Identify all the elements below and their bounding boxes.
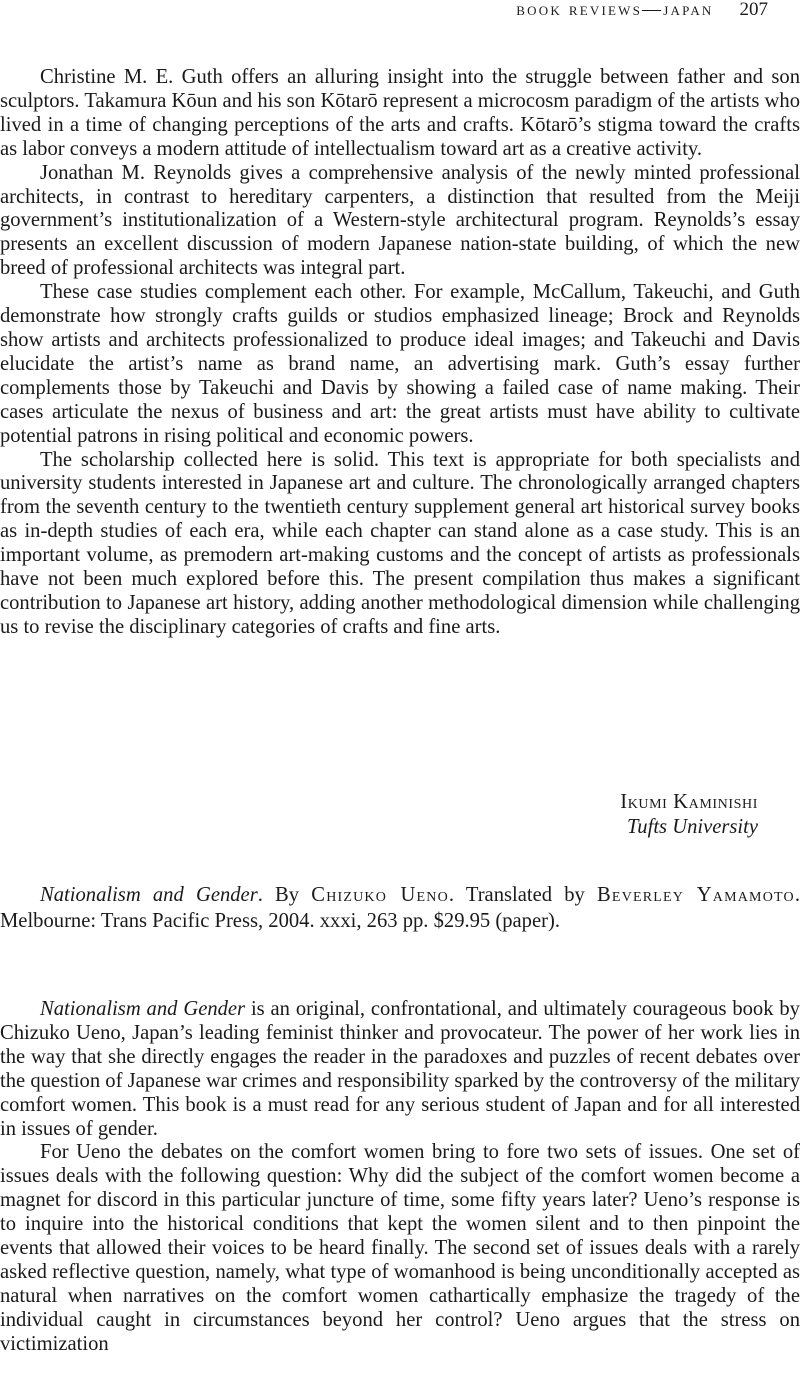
citation-details: . Melbourne: Trans Pacific Press, 2004. xxxi, 263 pp. $29.95 (paper). xyxy=(0,884,800,932)
intro-rest: is an original, confrontational, and ultimately courageous book by Chizuko Ueno, Japan’s leading feminist thinker and provocateur. The power of her work lies in the way that she directly engages the reader in the paradoxes and puzzles of recent debates over the question of Japanese war crimes and responsibility sparked by the controversy of the military comfort women. This book is a must read for any serious student of Japan and for all interested in issues of gender. xyxy=(0,998,800,1140)
paragraph-guth: Christine M. E. Guth offers an alluring insight into the struggle between father and son sculptors. Takamura Kōun and his son Kōtarō represent a microcosm paradigm of the artists who lived in a time of changing perceptions of the arts and crafts. Kōtarō’s stigma toward the crafts as labor conveys a modern attitude of intellectualism toward art as a creative activity. xyxy=(0,66,800,160)
intro-lead-title: Nationalism and Gender xyxy=(40,998,246,1020)
citation-line xyxy=(0,882,800,934)
citation-by: . By xyxy=(257,884,312,906)
book-citation xyxy=(0,882,800,934)
paragraph-reynolds: Jonathan M. Reynolds gives a comprehensive analysis of the newly minted professional architects, in contrast to hereditary carpenters, a distinction that resulted from the Meiji government’s institutionalization of a Western-style architectural program. Reynolds’s essay presents an excellent discussion of modern Japanese nation-state building, of which the new breed of professional architects was integral part. xyxy=(0,161,800,280)
paragraph-intro xyxy=(0,998,800,1141)
review-body-second xyxy=(0,998,800,1357)
citation-translated-by: . Translated by xyxy=(448,884,597,906)
running-head xyxy=(516,0,768,22)
reviewer-signature xyxy=(620,790,758,840)
citation-title: Nationalism and Gender xyxy=(40,884,258,906)
citation-author: Chizuko Ueno xyxy=(311,884,449,906)
review-body-first xyxy=(0,66,800,640)
page-number: 207 xyxy=(739,0,768,20)
reviewer-affiliation: Tufts University xyxy=(626,816,758,838)
running-head-title: book reviews—japan xyxy=(516,0,714,20)
citation-translator: Beverley Yamamoto xyxy=(597,884,795,906)
reviewer-name: Ikumi Kaminishi xyxy=(620,791,758,813)
paragraph-case-studies: These case studies complement each other. For example, McCallum, Takeuchi, and Guth demonstrate how strongly crafts guilds or studios emphasized lineage; Brock and Reynolds show artists and architects professionalized to produce ideal images; and Takeuchi and Davis elucidate the artist’s name as brand name, an advertising mark. Guth’s essay further complements those by Takeuchi and Davis by showing a failed case of name making. Their cases articulate the nexus of business and art: the great artists must have ability to cultivate potential patrons in rising political and economic powers. xyxy=(0,281,800,447)
paragraph-issues: For Ueno the debates on the comfort women bring to fore two sets of issues. One set of issues deals with the following question: Why did the subject of the comfort women become a magnet for discord in this particular juncture of time, some fifty years later? Ueno’s response is to inquire into the historical conditions that kept the women silent and to then pinpoint the events that allowed their voices to be heard finally. The second set of issues deals with a rarely asked reflective question, namely, what type of womanhood is being unconditionally accepted as natural when narratives on the comfort women cathartically emphasize the tragedy of the individual caught in circumstances beyond her control? Ueno argues that the stress on victimization xyxy=(0,1141,800,1355)
paragraph-scholarship: The scholarship collected here is solid. This text is appropriate for both specialists and university students interested in Japanese art and culture. The chronologically arranged chapters from the seventh century to the twentieth century supplement general art historical survey books as in-depth studies of each era, while each chapter can stand alone as a case study. This is an important volume, as premodern art-making customs and the concept of artists as professionals have not been much explored before this. The present compilation thus makes a significant contribution to Japanese art history, adding another methodological dimension while challenging us to revise the disciplinary categories of crafts and fine arts. xyxy=(0,448,800,638)
